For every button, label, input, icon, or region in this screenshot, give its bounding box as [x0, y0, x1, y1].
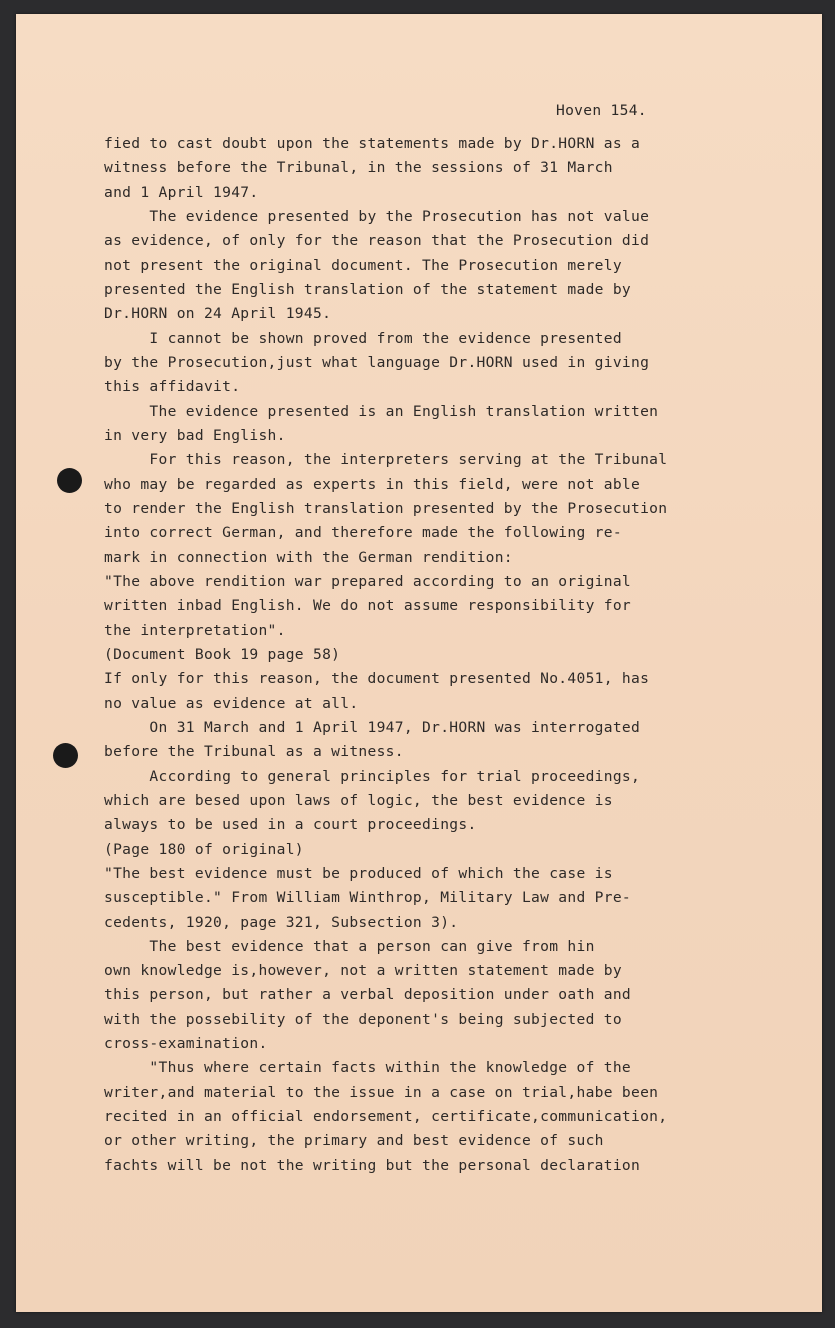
document-page [16, 14, 822, 1312]
text-line: as evidence, of only for the reason that the Prosecution did [104, 232, 650, 250]
text-line: According to general principles for trial proceedings, [104, 767, 641, 785]
text-line: The evidence presented is an English translation written [104, 402, 659, 420]
text-line: own knowledge is,however, not a written statement made by [104, 962, 622, 980]
text-line: presented the English translation of the statement made by [104, 280, 631, 298]
document-body [104, 132, 814, 1178]
text-line: before the Tribunal as a witness. [104, 743, 404, 761]
text-line: the interpretation". [104, 621, 286, 639]
text-line: to render the English translation presented by the Prosecution [104, 499, 668, 517]
text-line: this person, but rather a verbal deposition under oath and [104, 986, 631, 1004]
page-header: Hoven 154. [556, 102, 647, 119]
punch-hole [57, 468, 82, 493]
text-line: always to be used in a court proceedings. [104, 816, 477, 834]
text-line: writer,and material to the issue in a case on trial,habe been [104, 1083, 659, 1101]
text-line: written inbad English. We do not assume responsibility for [104, 597, 631, 615]
text-line: by the Prosecution,just what language Dr.HORN used in giving [104, 353, 650, 371]
text-line: into correct German, and therefore made the following re- [104, 524, 622, 542]
text-line: this affidavit. [104, 378, 241, 396]
text-line: "The best evidence must be produced of which the case is [104, 864, 613, 882]
text-line: susceptible." From William Winthrop, Military Law and Pre- [104, 889, 631, 907]
text-line: The best evidence that a person can give from hin [104, 937, 595, 955]
text-line: mark in connection with the German rendition: [104, 548, 513, 566]
text-line: The evidence presented by the Prosecution has not value [104, 207, 650, 225]
text-line: fachts will be not the writing but the personal declaration [104, 1156, 641, 1174]
text-line: no value as evidence at all. [104, 694, 359, 712]
text-line: If only for this reason, the document presented No.4051, has [104, 670, 650, 688]
text-line: not present the original document. The Prosecution merely [104, 256, 622, 274]
text-line: "Thus where certain facts within the knowledge of the [104, 1059, 631, 1077]
text-line: in very bad English. [104, 426, 286, 444]
text-line: with the possebility of the deponent's being subjected to [104, 1010, 622, 1028]
text-line: and 1 April 1947. [104, 183, 259, 201]
text-line: Dr.HORN on 24 April 1945. [104, 305, 332, 323]
text-line: I cannot be shown proved from the evidence presented [104, 329, 622, 347]
text-line: cedents, 1920, page 321, Subsection 3). [104, 913, 459, 931]
text-line: or other writing, the primary and best evidence of such [104, 1132, 604, 1150]
text-line: For this reason, the interpreters serving at the Tribunal [104, 451, 668, 469]
text-line: recited in an official endorsement, certificate,communication, [104, 1108, 668, 1126]
text-line: (Page 180 of original) [104, 840, 304, 858]
text-line: "The above rendition war prepared according to an original [104, 572, 631, 590]
text-line: On 31 March and 1 April 1947, Dr.HORN was interrogated [104, 718, 641, 736]
text-line: cross-examination. [104, 1035, 268, 1053]
text-line: (Document Book 19 page 58) [104, 645, 341, 663]
text-line: witness before the Tribunal, in the sessions of 31 March [104, 159, 613, 177]
punch-hole [53, 743, 78, 768]
text-line: fied to cast doubt upon the statements made by Dr.HORN as a [104, 135, 641, 152]
text-line: which are besed upon laws of logic, the best evidence is [104, 791, 613, 809]
text-line: who may be regarded as experts in this field, were not able [104, 475, 641, 493]
